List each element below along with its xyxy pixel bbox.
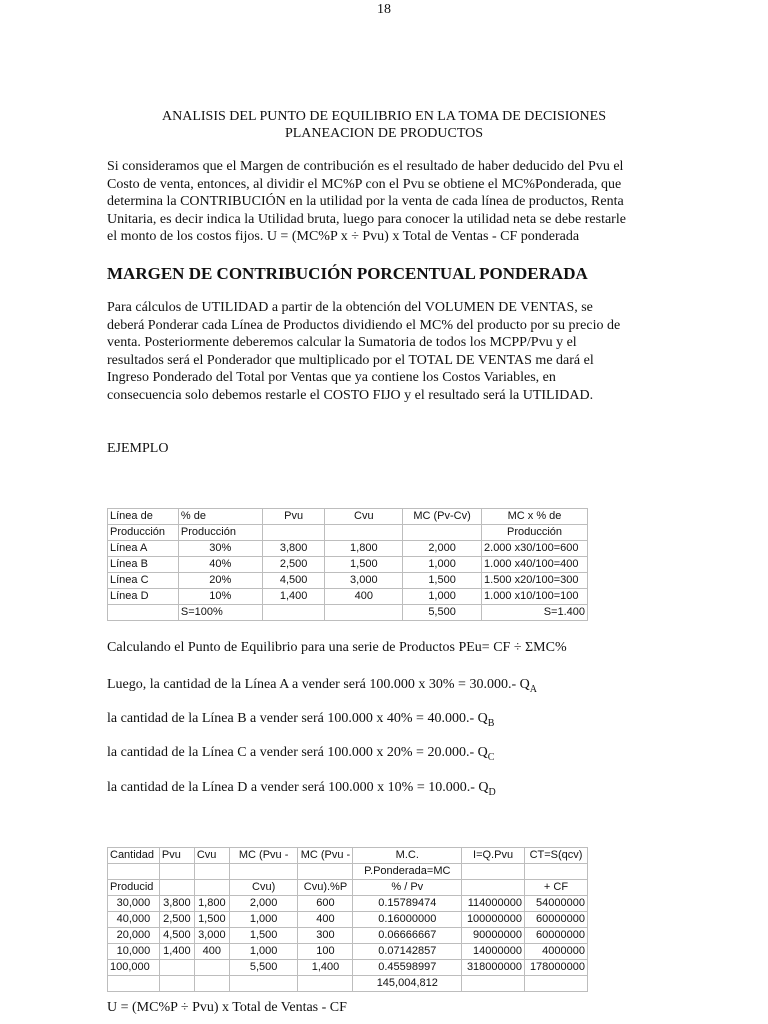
table-cell: 3,800 bbox=[262, 541, 325, 557]
table-cell: 600 bbox=[298, 896, 353, 912]
table-cell bbox=[108, 976, 160, 992]
table-cell bbox=[229, 976, 298, 992]
table-cell: 30,000 bbox=[108, 896, 160, 912]
table-total-row bbox=[108, 960, 588, 976]
table-header-row bbox=[108, 864, 588, 880]
table-row bbox=[108, 944, 588, 960]
header-cell: MC (Pvu - bbox=[229, 848, 298, 864]
table-cell: 1,500 bbox=[194, 912, 229, 928]
table-cell: 5,500 bbox=[403, 605, 482, 621]
table-cell: 100 bbox=[298, 944, 353, 960]
section-line: consecuencia solo debemos restarle el COSTO FIJO y el resultado será la UTILIDAD. bbox=[107, 387, 594, 403]
table-cell bbox=[262, 605, 325, 621]
table-cell: 145,004,812 bbox=[353, 976, 462, 992]
section-line: resultados será el Ponderador que multiplicado por el TOTAL DE VENTAS me dará el bbox=[107, 352, 594, 368]
table-cell: 5,500 bbox=[229, 960, 298, 976]
table-cell bbox=[462, 976, 525, 992]
table-summary-row bbox=[108, 976, 588, 992]
table-cell: 1.000 x40/100=400 bbox=[482, 557, 588, 573]
table-row bbox=[108, 912, 588, 928]
table-cell: 2,500 bbox=[262, 557, 325, 573]
table-cell: 1,500 bbox=[403, 573, 482, 589]
table-cell: 2,500 bbox=[159, 912, 194, 928]
table-cell: 4,500 bbox=[262, 573, 325, 589]
header-cell: Cantidad bbox=[108, 848, 160, 864]
table-cell: 400 bbox=[298, 912, 353, 928]
section-line: Ingreso Ponderado del Total por Ventas que ya contiene los Costos Variables, en bbox=[107, 370, 556, 386]
table-cell: 100,000 bbox=[108, 960, 160, 976]
intro-line: el monto de los costos fijos. U = (MC%P x ÷ Pvu) x Total de Ventas - CF ponderada bbox=[107, 229, 580, 245]
table-cell: Línea C bbox=[108, 573, 179, 589]
header-cell: Pvu bbox=[262, 509, 325, 525]
utility-formula-line: U = (MC%P ÷ Pvu) x Total de Ventas - CF bbox=[107, 1000, 347, 1015]
table-cell: 114000000 bbox=[462, 896, 525, 912]
table-cell bbox=[298, 976, 353, 992]
table-cell bbox=[159, 960, 194, 976]
table-cell: 178000000 bbox=[525, 960, 588, 976]
quantity-subscript: B bbox=[487, 717, 495, 729]
table-cell: 40% bbox=[178, 557, 262, 573]
header-cell: Producción bbox=[482, 525, 588, 541]
quantity-text: Luego, la cantidad de la Línea A a vender será 100.000 x 30% = 30.000.- Q bbox=[107, 677, 530, 692]
section-paragraph bbox=[107, 299, 662, 405]
header-cell bbox=[325, 525, 403, 541]
table-cell: 1,000 bbox=[403, 589, 482, 605]
intro-line: Costo de venta, entonces, al dividir el MC%P con el Pvu se obtiene el MC%Ponderada, que bbox=[107, 176, 622, 192]
table-cell: 1,000 bbox=[229, 912, 298, 928]
table-cell: 1,500 bbox=[325, 557, 403, 573]
intro-line: Unitaria, es decir indica la Utilidad bruta, luego para conocer la utilidad neta se debe restarle bbox=[107, 211, 626, 227]
intro-paragraph bbox=[107, 158, 662, 246]
table-cell: 3,000 bbox=[325, 573, 403, 589]
table-cell: 10% bbox=[178, 589, 262, 605]
header-cell: Pvu bbox=[159, 848, 194, 864]
table-cell: 1.500 x20/100=300 bbox=[482, 573, 588, 589]
table-cell: 300 bbox=[298, 928, 353, 944]
header-cell bbox=[229, 864, 298, 880]
breakeven-formula-line: Calculando el Punto de Equilibrio para una serie de Productos PEu= CF ÷ ΣMC% bbox=[107, 640, 567, 655]
table-cell: 0.06666667 bbox=[353, 928, 462, 944]
table-cell: 1,500 bbox=[229, 928, 298, 944]
table-cell bbox=[108, 605, 179, 621]
header-cell: Producción bbox=[178, 525, 262, 541]
table-cell bbox=[194, 960, 229, 976]
table-cell: 1,000 bbox=[403, 557, 482, 573]
table-header-row bbox=[108, 509, 588, 525]
quantity-subscript: D bbox=[488, 786, 496, 798]
table-cell: Línea D bbox=[108, 589, 179, 605]
table-cell: 1,400 bbox=[159, 944, 194, 960]
table-cell: Línea A bbox=[108, 541, 179, 557]
table-row bbox=[108, 896, 588, 912]
table-cell: 1,400 bbox=[298, 960, 353, 976]
table-cell: 1,400 bbox=[262, 589, 325, 605]
table-cell: 3,800 bbox=[159, 896, 194, 912]
table-cell: 1.000 x10/100=100 bbox=[482, 589, 588, 605]
table-row bbox=[108, 573, 588, 589]
table-cell: 318000000 bbox=[462, 960, 525, 976]
header-cell: Cvu bbox=[194, 848, 229, 864]
table-cell: 10,000 bbox=[108, 944, 160, 960]
header-cell: I=Q.Pvu bbox=[462, 848, 525, 864]
table-cell: 20,000 bbox=[108, 928, 160, 944]
table-cell: 60000000 bbox=[525, 912, 588, 928]
table-row bbox=[108, 557, 588, 573]
quantity-line-c bbox=[107, 745, 494, 763]
table-cell: 2,000 bbox=[229, 896, 298, 912]
weighted-margin-table bbox=[107, 847, 588, 992]
table-cell: 14000000 bbox=[462, 944, 525, 960]
table-header-row bbox=[108, 848, 588, 864]
table-cell: 1,800 bbox=[325, 541, 403, 557]
quantity-line-b bbox=[107, 711, 494, 729]
table-cell: 54000000 bbox=[525, 896, 588, 912]
table-row bbox=[108, 928, 588, 944]
header-cell bbox=[462, 880, 525, 896]
header-cell bbox=[159, 880, 194, 896]
table-cell bbox=[525, 976, 588, 992]
header-cell: % de bbox=[178, 509, 262, 525]
table-cell bbox=[325, 605, 403, 621]
header-cell: M.C. bbox=[353, 848, 462, 864]
quantity-text: la cantidad de la Línea B a vender será 100.000 x 40% = 40.000.- Q bbox=[107, 711, 488, 726]
table-cell: 2,000 bbox=[403, 541, 482, 557]
header-cell: Cvu bbox=[325, 509, 403, 525]
table-cell: Línea B bbox=[108, 557, 179, 573]
table-header-row bbox=[108, 525, 588, 541]
quantity-subscript: C bbox=[487, 751, 495, 763]
table-cell: 100000000 bbox=[462, 912, 525, 928]
section-line: deberá Ponderar cada Línea de Productos dividiendo el MC% del producto por su precio de bbox=[107, 317, 621, 333]
header-cell: Producid bbox=[108, 880, 160, 896]
document-title: ANALISIS DEL PUNTO DE EQUILIBRIO EN LA TOMA DE DECISIONES bbox=[162, 109, 606, 124]
header-cell bbox=[525, 864, 588, 880]
table-cell: S=1.400 bbox=[482, 605, 588, 621]
table-cell: 400 bbox=[325, 589, 403, 605]
table-cell: 1,000 bbox=[229, 944, 298, 960]
header-cell: + CF bbox=[525, 880, 588, 896]
document-subtitle: PLANEACION DE PRODUCTOS bbox=[284, 126, 484, 141]
table-row bbox=[108, 541, 588, 557]
header-cell: MC (Pv-Cv) bbox=[403, 509, 482, 525]
header-cell bbox=[108, 864, 160, 880]
header-cell: % / Pv bbox=[353, 880, 462, 896]
table-cell: 3,000 bbox=[194, 928, 229, 944]
table-cell: 4,500 bbox=[159, 928, 194, 944]
table-cell: 1,800 bbox=[194, 896, 229, 912]
header-cell bbox=[462, 864, 525, 880]
quantity-text: la cantidad de la Línea D a vender será 100.000 x 10% = 10.000.- Q bbox=[107, 780, 489, 795]
table-cell: 0.15789474 bbox=[353, 896, 462, 912]
header-cell: CT=S(qcv) bbox=[525, 848, 588, 864]
table-header-row bbox=[108, 880, 588, 896]
header-cell bbox=[262, 525, 325, 541]
header-cell: Cvu).%P bbox=[298, 880, 353, 896]
section-line: Para cálculos de UTILIDAD a partir de la obtención del VOLUMEN DE VENTAS, se bbox=[107, 300, 593, 315]
table-cell bbox=[194, 976, 229, 992]
header-cell: Línea de bbox=[108, 509, 179, 525]
intro-line: Si consideramos que el Margen de contribución es el resultado de haber deducido del Pvu el bbox=[107, 159, 624, 174]
header-cell: MC x % de bbox=[482, 509, 588, 525]
table-cell: 40,000 bbox=[108, 912, 160, 928]
table-cell bbox=[159, 976, 194, 992]
header-cell bbox=[194, 864, 229, 880]
table-cell: 60000000 bbox=[525, 928, 588, 944]
section-line: venta. Posteriormente deberemos calcular la Sumatoria de todos los MCPP/Pvu y el bbox=[107, 335, 577, 351]
header-cell: P.Ponderada=MC bbox=[353, 864, 462, 880]
quantity-text: la cantidad de la Línea C a vender será 100.000 x 20% = 20.000.- Q bbox=[107, 745, 488, 760]
table-cell: 0.16000000 bbox=[353, 912, 462, 928]
product-lines-table bbox=[107, 508, 588, 621]
header-cell bbox=[159, 864, 194, 880]
page-number: 18 bbox=[377, 2, 391, 17]
header-cell: Producción bbox=[108, 525, 179, 541]
quantity-subscript: A bbox=[529, 683, 537, 695]
header-cell bbox=[194, 880, 229, 896]
header-cell: MC (Pvu - bbox=[298, 848, 353, 864]
header-cell: Cvu) bbox=[229, 880, 298, 896]
table-cell: 30% bbox=[178, 541, 262, 557]
table-cell: 2.000 x30/100=600 bbox=[482, 541, 588, 557]
table-cell: 4000000 bbox=[525, 944, 588, 960]
table-cell: 0.45598997 bbox=[353, 960, 462, 976]
table-cell: 20% bbox=[178, 573, 262, 589]
table-cell: 0.07142857 bbox=[353, 944, 462, 960]
quantity-line-d bbox=[107, 780, 496, 798]
table-cell: S=100% bbox=[178, 605, 262, 621]
quantity-line-a bbox=[107, 677, 537, 695]
header-cell bbox=[298, 864, 353, 880]
header-cell bbox=[403, 525, 482, 541]
table-total-row bbox=[108, 605, 588, 621]
table-cell: 90000000 bbox=[462, 928, 525, 944]
table-cell: 400 bbox=[194, 944, 229, 960]
example-label: EJEMPLO bbox=[107, 441, 169, 456]
table-row bbox=[108, 589, 588, 605]
section-heading: MARGEN DE CONTRIBUCIÓN PORCENTUAL PONDERADA bbox=[107, 264, 588, 283]
intro-line: determina la CONTRIBUCIÓN en la utilidad por la venta de cada línea de productos, Renta bbox=[107, 194, 624, 210]
